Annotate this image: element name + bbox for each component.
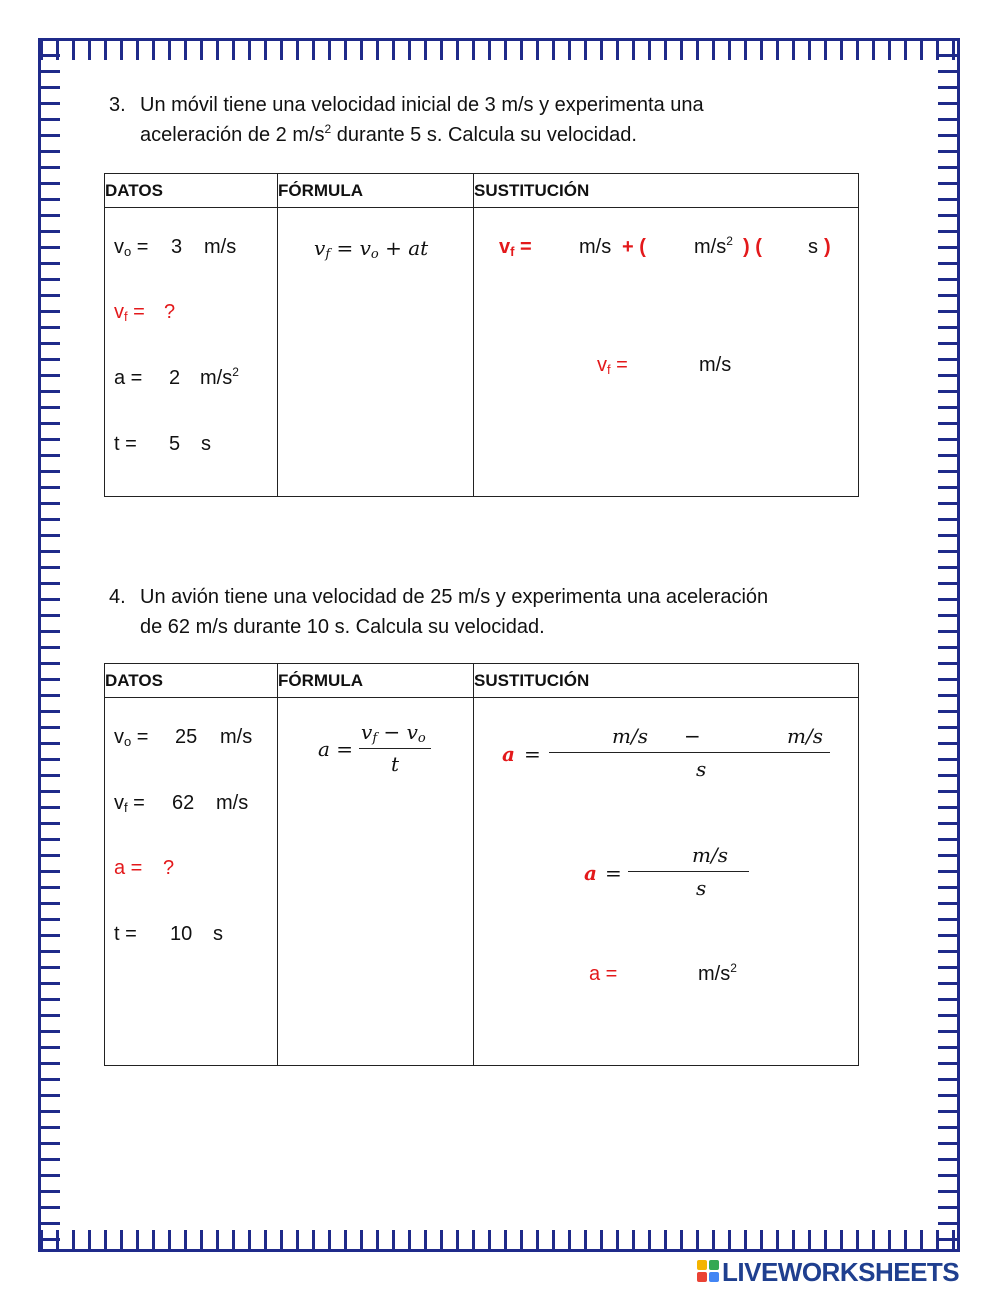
decorative-border-bottom xyxy=(40,1230,958,1252)
subst-minus: − xyxy=(684,724,701,748)
subst-unit-2: $m/s^2$ xyxy=(694,234,733,258)
question-line: durante 5 s. Calcula su velocidad. xyxy=(331,124,637,146)
subst-equals: = xyxy=(605,861,622,885)
question-text xyxy=(140,90,870,150)
subst-a-label: a xyxy=(502,742,515,766)
dato-a: a = ? xyxy=(114,857,175,879)
column-divider xyxy=(473,174,474,496)
dato-t: t = 10 s xyxy=(114,923,223,945)
fraction-bar xyxy=(628,871,749,872)
result-unit: m/s xyxy=(699,354,732,376)
header-formula: FÓRMULA xyxy=(278,664,363,698)
subst-plus: + ( xyxy=(622,236,646,258)
subst-a-label: a xyxy=(584,861,597,885)
subst-paren: ) ( xyxy=(743,236,762,258)
question-number: 4. xyxy=(109,586,126,608)
subst-num-unit-1: m/s xyxy=(612,724,648,748)
subst-close: ) xyxy=(824,236,831,258)
subst-vf-label: $v_f$ = xyxy=(499,236,532,259)
a-unknown: ? xyxy=(163,857,175,879)
fraction-bar xyxy=(549,752,830,753)
logo-mark-icon xyxy=(697,1260,719,1282)
dato-t: t = 5 s xyxy=(114,433,211,455)
dato-vf: $v_f$ = 62 m/s xyxy=(114,792,249,815)
a-value: 2 xyxy=(169,367,181,389)
vo-value: 25 xyxy=(175,726,198,748)
logo-text: LIVEWORKSHEETS xyxy=(722,1257,960,1287)
vo-unit: m/s xyxy=(204,236,237,258)
result-a-label: a = xyxy=(589,963,618,985)
question-number: 3. xyxy=(109,94,126,116)
column-divider xyxy=(277,664,278,1065)
t-value: 5 xyxy=(169,433,181,455)
decorative-border-left xyxy=(38,38,60,1252)
subst-unit-1: m/s xyxy=(579,236,612,258)
subst-num-unit: m/s xyxy=(692,843,728,867)
question-text xyxy=(140,582,870,642)
column-divider xyxy=(473,664,474,1065)
t-unit: s xyxy=(201,433,211,455)
subst-unit-3: s xyxy=(808,236,818,258)
column-divider xyxy=(277,174,278,496)
subst-equals: = xyxy=(524,742,541,766)
a-unit: $m/s^2$ xyxy=(200,365,239,389)
t-value: 10 xyxy=(170,923,193,945)
result-unit: $m/s^2$ xyxy=(698,961,737,985)
decorative-border-right xyxy=(938,38,960,1252)
vf-value: 62 xyxy=(172,792,195,814)
formula-a-lhs: a = xyxy=(318,737,354,761)
table-q4 xyxy=(104,663,859,1066)
vf-unknown: ? xyxy=(164,301,176,323)
formula-a-numerator: $v_f - v_o$ xyxy=(361,720,426,746)
question-line: Un móvil tiene una velocidad inicial de 3 m/s y experimenta una xyxy=(140,94,704,116)
question-line: de 62 m/s durante 10 s. Calcula su velocidad. xyxy=(140,616,545,638)
formula-a-denominator: t xyxy=(391,752,400,776)
decorative-border-top xyxy=(40,38,958,60)
header-sustitucion: SUSTITUCIÓN xyxy=(474,664,589,698)
vo-unit: m/s xyxy=(220,726,253,748)
header-datos: DATOS xyxy=(105,664,163,698)
subst-den-unit: s xyxy=(696,757,707,781)
dato-vo: $v_o$ = 3 m/s xyxy=(114,236,237,259)
subst-den-unit: s xyxy=(696,876,707,900)
dato-a: a = 2 $m/s^2$ xyxy=(114,365,239,389)
fraction-bar xyxy=(359,748,431,749)
vf-unit: m/s xyxy=(216,792,249,814)
formula-vf: $v_f = v_o$ + at xyxy=(314,236,429,262)
header-formula: FÓRMULA xyxy=(278,174,363,208)
vo-value: 3 xyxy=(171,236,183,258)
dato-vf: $v_f$ = ? xyxy=(114,301,176,324)
header-datos: DATOS xyxy=(105,174,163,208)
question-line: Un avión tiene una velocidad de 25 m/s y experimenta una aceleración xyxy=(140,586,769,608)
table-q3 xyxy=(104,173,859,497)
superscript: 2 xyxy=(324,122,332,136)
t-unit: s xyxy=(213,923,223,945)
result-vf-label: $v_f$ = xyxy=(597,354,628,377)
subst-num-unit-2: m/s xyxy=(787,724,823,748)
dato-vo: $v_o$ = 25 m/s xyxy=(114,726,253,749)
header-sustitucion: SUSTITUCIÓN xyxy=(474,174,589,208)
question-line: aceleración de 2 m/s xyxy=(140,124,325,146)
